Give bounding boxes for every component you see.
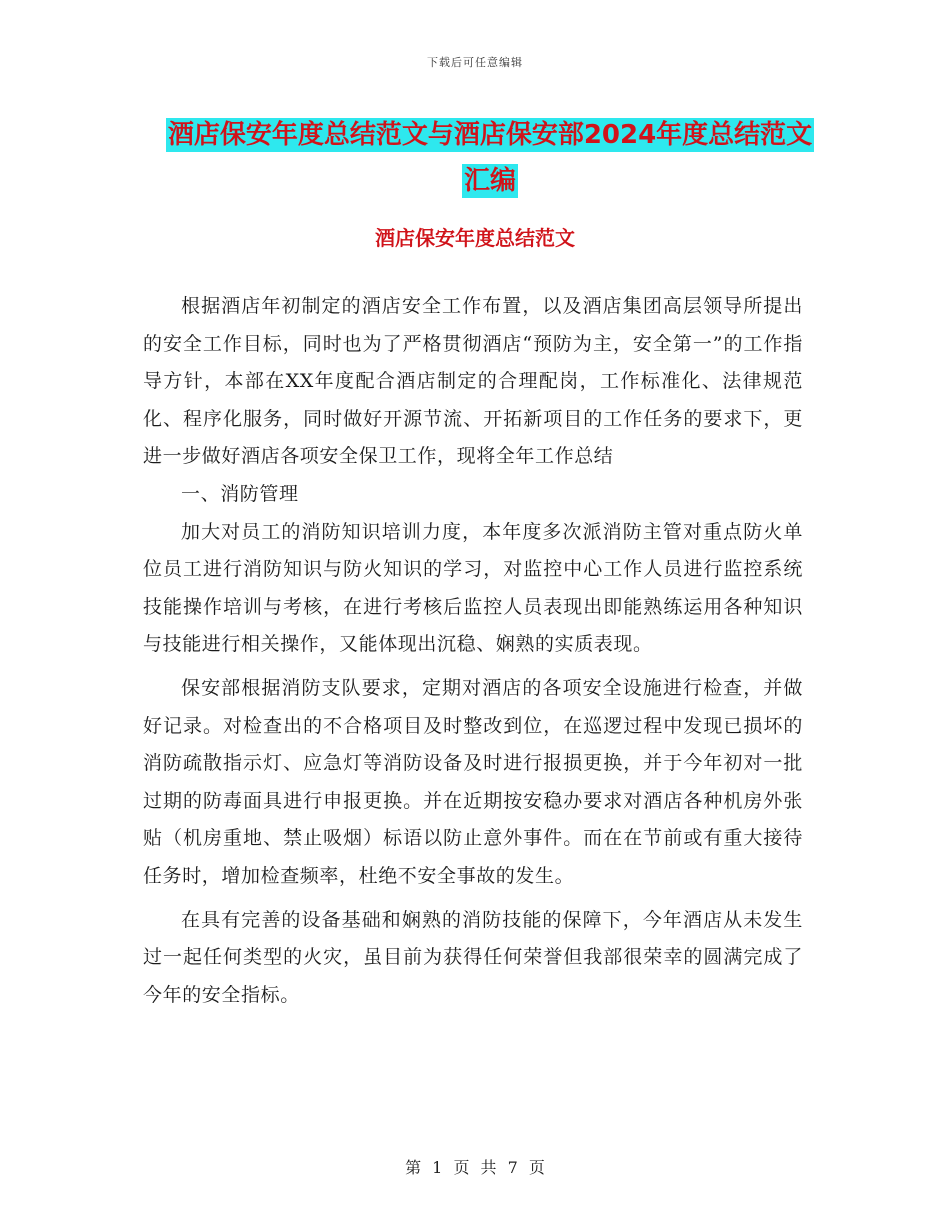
intro-paragraph: 根据酒店年初制定的酒店安全工作布置，以及酒店集团高层领导所提出的安全工作目标，同时也为了严格贯彻酒店“预防为主，安全第一”的工作指导方针，本部在XX年度配合酒店制定的合理配岗，工作标准化、法律规范化、程序化服务，同时做好开源节流、开拓新项目的工作任务的要求下，更进一步做好酒店各项安全保卫工作，现将全年工作总结 [143, 295, 803, 468]
header-note: 下载后可任意编辑 [427, 56, 523, 69]
body-paragraph: 在具有完善的设备基础和娴熟的消防技能的保障下，今年酒店从未发生过一起任何类型的火灾，虽目前为获得任何荣誉但我部很荣幸的圆满完成了今年的安全指标。 [143, 908, 803, 1006]
document-title-text: 酒店保安年度总结范文与酒店保安部2024年度总结范文汇编 [167, 120, 813, 196]
section-title: 酒店保安年度总结范文 [375, 226, 575, 250]
section-heading-fire-management: 一、消防管理 [181, 482, 299, 505]
body-paragraph: 加大对员工的消防知识培训力度，本年度多次派消防主管对重点防火单位员工进行消防知识与防火知识的学习，对监控中心工作人员进行监控系统技能操作培训与考核，在进行考核后监控人员表现出即能熟练运用各种知识与技能进行相关操作，又能体现出沉稳、娴熟的实质表现。 [143, 520, 803, 656]
document-title [160, 112, 820, 204]
page-number-footer: 第 1 页 共 7 页 [405, 1158, 545, 1177]
document-body [143, 288, 803, 1014]
body-paragraph: 保安部根据消防支队要求，定期对酒店的各项安全设施进行检查，并做好记录。对检查出的不合格项目及时整改到位，在巡逻过程中发现已损坏的消防疏散指示灯、应急灯等消防设备及时进行报损更换，并于今年初对一批过期的防毒面具进行申报更换。并在近期按安稳办要求对酒店各种机房外张贴（机房重地、禁止吸烟）标语以防止意外事件。而在在节前或有重大接待任务时，增加检查频率，杜绝不安全事故的发生。 [143, 676, 803, 887]
